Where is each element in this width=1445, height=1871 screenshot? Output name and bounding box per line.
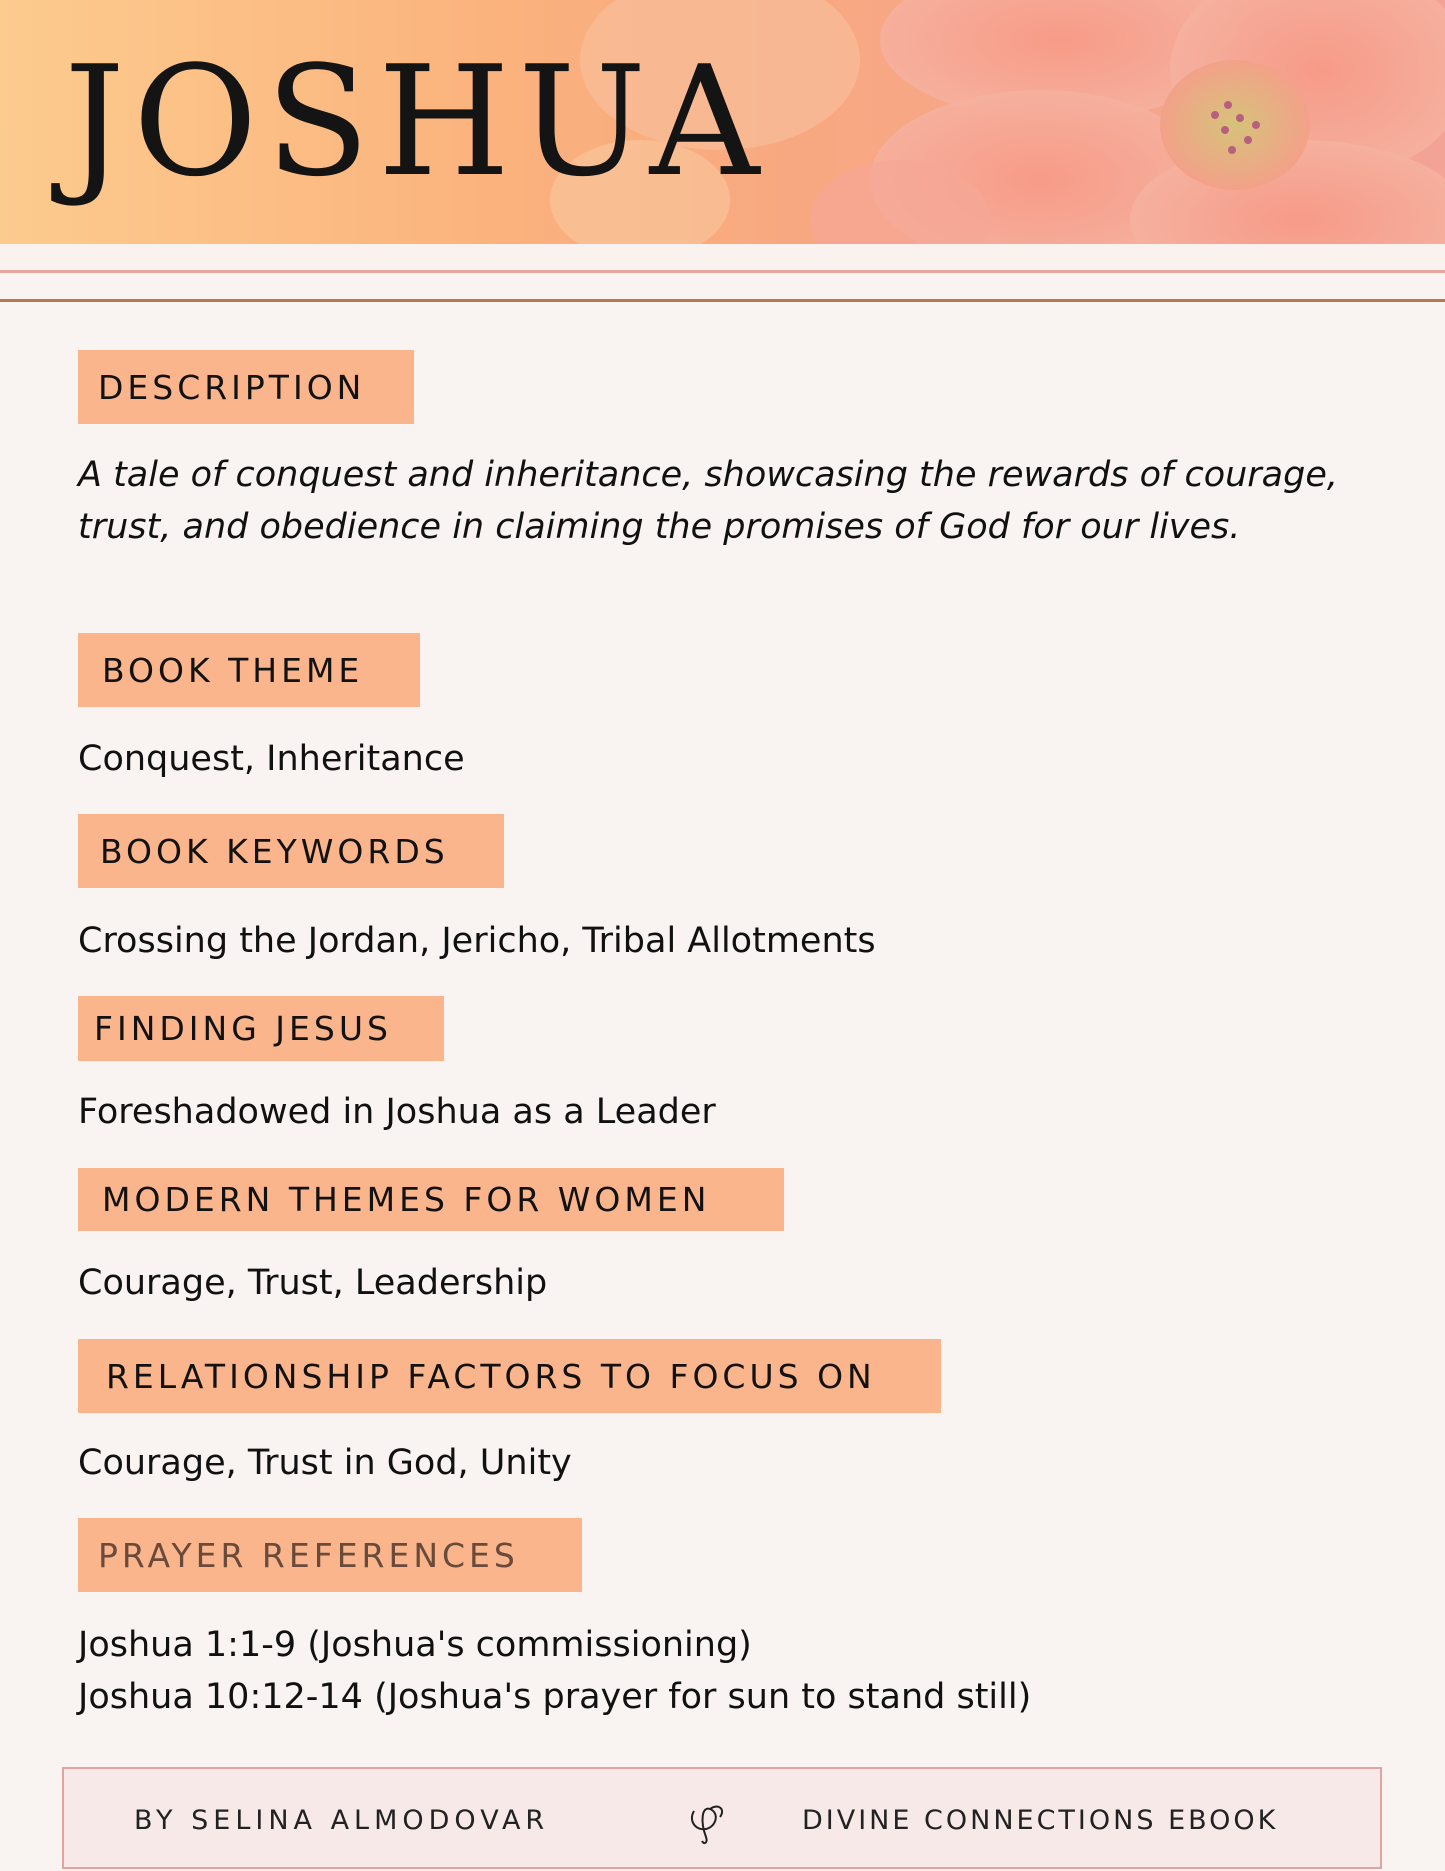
- divider-line-brown: [0, 299, 1445, 302]
- section-label-prayer-references: PRAYER REFERENCES: [78, 1518, 582, 1592]
- script-logo-icon: [684, 1791, 732, 1847]
- section-label-book-keywords: BOOK KEYWORDS: [78, 814, 504, 888]
- header-banner: [0, 0, 1445, 244]
- finding-jesus-text: Foreshadowed in Joshua as a Leader: [78, 1092, 716, 1132]
- header-divider-band: [0, 244, 1445, 272]
- prayer-reference-1: Joshua 1:1-9 (Joshua's commissioning): [78, 1625, 752, 1665]
- section-label-book-theme: BOOK THEME: [78, 633, 420, 707]
- footer: [62, 1767, 1382, 1869]
- section-label-modern-themes: MODERN THEMES FOR WOMEN: [78, 1168, 784, 1231]
- section-label-finding-jesus: FINDING JESUS: [78, 996, 444, 1061]
- book-theme-text: Conquest, Inheritance: [78, 739, 465, 779]
- divider-line-pink: [0, 270, 1445, 273]
- section-label-description: DESCRIPTION: [78, 350, 414, 424]
- book-keywords-text: Crossing the Jordan, Jericho, Tribal Allotments: [78, 921, 876, 961]
- footer-ebook-title: DIVINE CONNECTIONS EBOOK: [802, 1805, 1279, 1836]
- footer-author: BY SELINA ALMODOVAR: [134, 1805, 550, 1836]
- relationship-factors-text: Courage, Trust in God, Unity: [78, 1443, 572, 1483]
- section-label-relationship-factors: RELATIONSHIP FACTORS TO FOCUS ON: [78, 1339, 941, 1413]
- page-title: JOSHUA: [64, 33, 768, 210]
- prayer-reference-2: Joshua 10:12-14 (Joshua's prayer for sun to stand still): [78, 1677, 1032, 1717]
- description-text: A tale of conquest and inheritance, showcasing the rewards of courage, trust, and obedience in claiming the promises of God for our lives.: [78, 455, 1338, 547]
- modern-themes-text: Courage, Trust, Leadership: [78, 1263, 548, 1303]
